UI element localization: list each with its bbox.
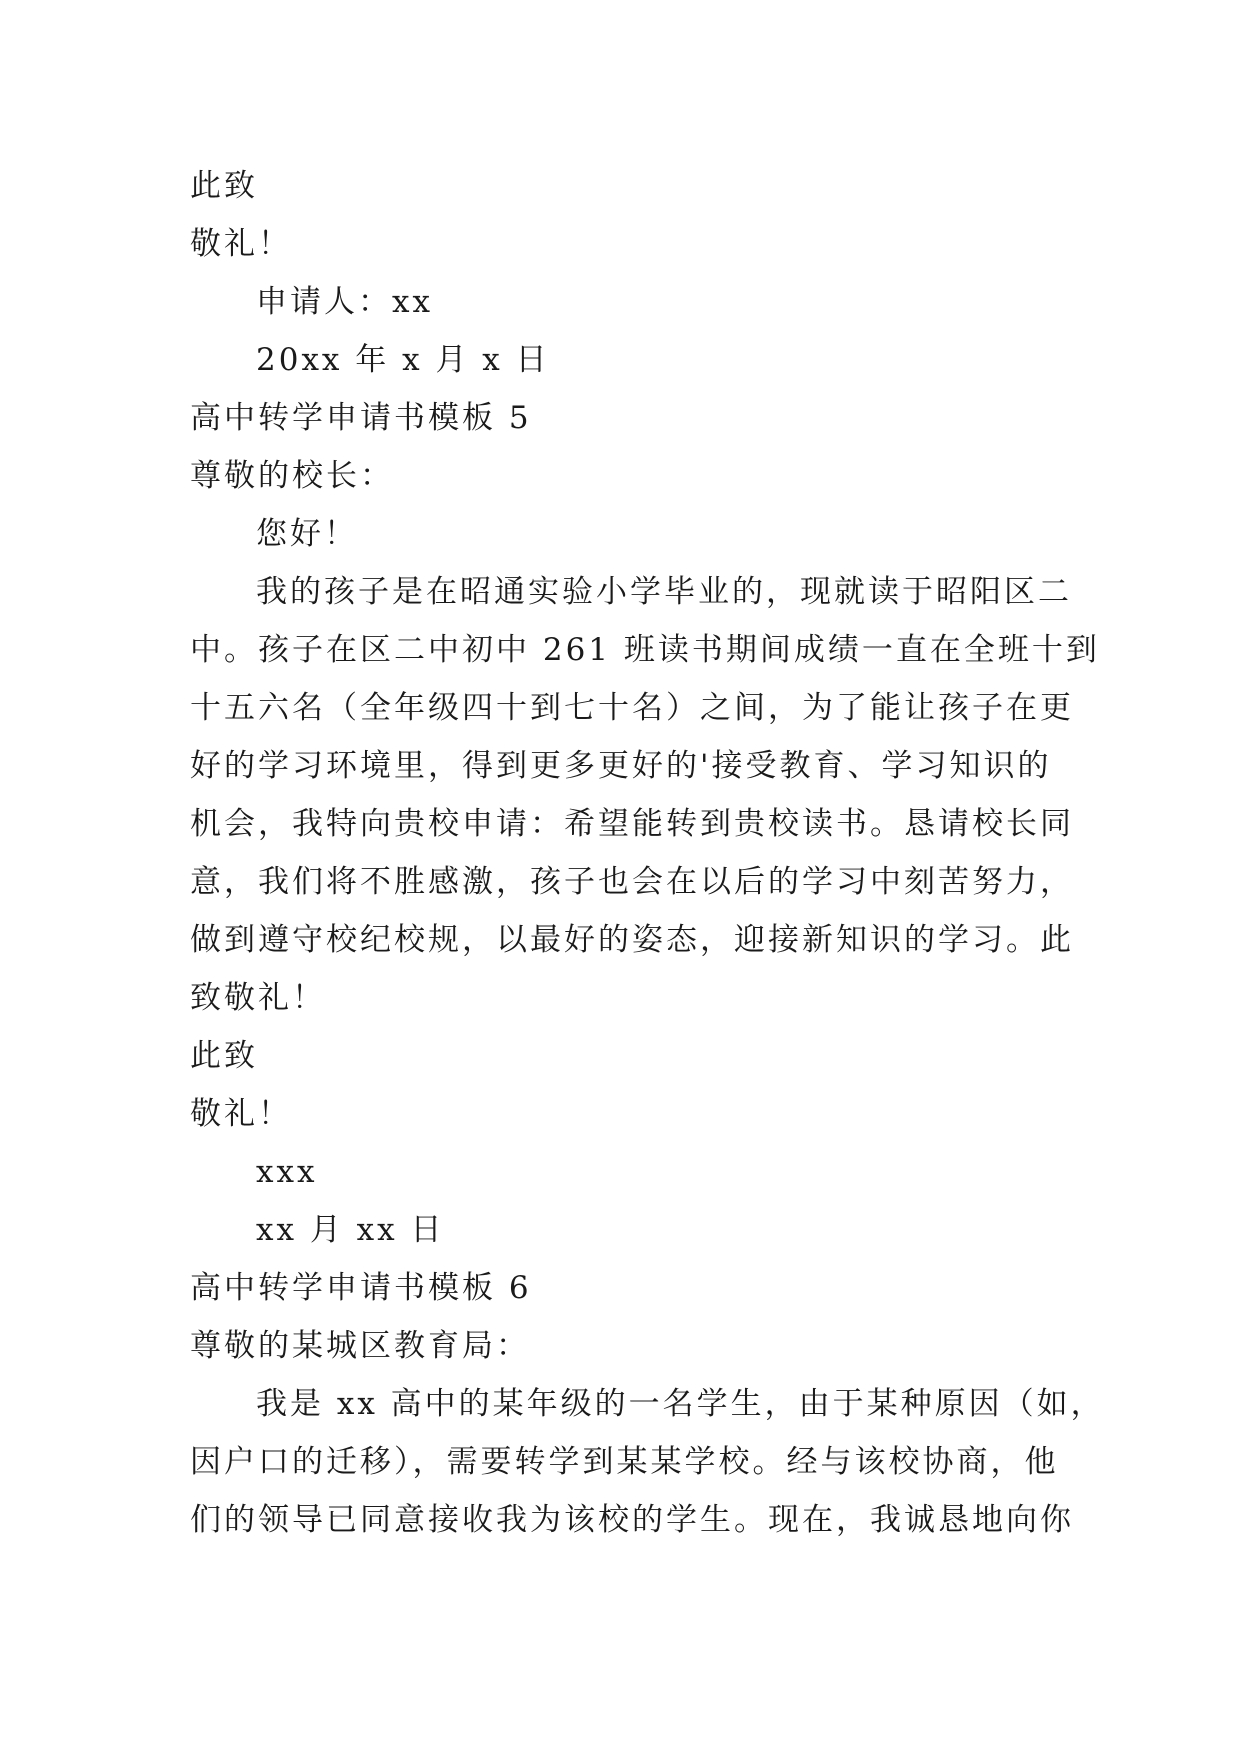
greeting-5: 您好！: [256, 516, 358, 552]
body-line: 我的孩子是在昭通实验小学毕业的，现就读于昭阳区二: [256, 574, 1072, 610]
body-line: 意，我们将不胜感激，孩子也会在以后的学习中刻苦努力，: [190, 864, 1074, 900]
body-line: 做到遵守校纪校规，以最好的姿态，迎接新知识的学习。此: [190, 922, 1074, 958]
date-line: 20xx 年 x 月 x 日: [256, 342, 550, 378]
closing-line-1: 此致: [190, 1038, 258, 1074]
letter-title-5: 高中转学申请书模板 5: [190, 400, 532, 436]
letter-title-6: 高中转学申请书模板 6: [190, 1270, 532, 1306]
body-line: 中。孩子在区二中初中 261 班读书期间成绩一直在全班十到: [190, 632, 1100, 668]
body-line: 我是 xx 高中的某年级的一名学生，由于某种原因（如，: [256, 1386, 1105, 1422]
signature-line: xxx: [256, 1154, 318, 1190]
closing-line-2: 敬礼！: [190, 1096, 292, 1132]
body-line: 致敬礼！: [190, 980, 326, 1016]
salutation-6: 尊敬的某城区教育局：: [190, 1328, 530, 1364]
body-line: 们的领导已同意接收我为该校的学生。现在，我诚恳地向你: [190, 1502, 1074, 1538]
salutation-5: 尊敬的校长：: [190, 458, 394, 494]
document-text: [190, 157, 1105, 1549]
closing-line-2: 敬礼！: [190, 226, 292, 262]
body-line: 十五六名（全年级四十到七十名）之间，为了能让孩子在更: [190, 690, 1074, 726]
body-line: 因户口的迁移），需要转学到某某学校。经与该校协商，他: [190, 1444, 1059, 1480]
date-line: xx 月 xx 日: [256, 1212, 445, 1248]
closing-line-1: 此致: [190, 168, 258, 204]
applicant-line: 申请人：xx: [256, 284, 433, 320]
body-line: 机会，我特向贵校申请：希望能转到贵校读书。恳请校长同: [190, 806, 1074, 842]
body-line: 好的学习环境里，得到更多更好的'接受教育、学习知识的: [190, 748, 1052, 784]
